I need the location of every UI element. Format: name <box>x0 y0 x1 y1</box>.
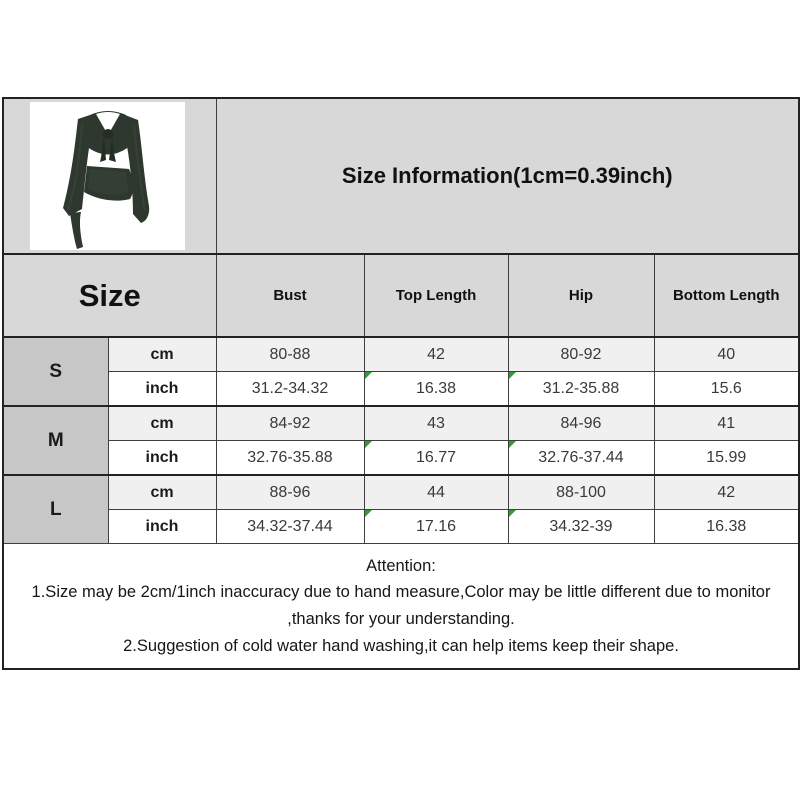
attention-heading: Attention: <box>366 556 436 575</box>
garment-image <box>30 102 185 250</box>
cell-m-inch-bottom-length: 15.99 <box>654 441 799 476</box>
table-row-s-cm <box>3 337 799 372</box>
cell-m-cm-bottom-length: 41 <box>654 406 799 441</box>
unit-label-cm: cm <box>108 406 216 441</box>
table-row-l-cm <box>3 475 799 510</box>
cell-l-inch-hip: 34.32-39 <box>508 510 654 544</box>
product-photo-cell <box>3 98 216 254</box>
unit-label-inch: inch <box>108 510 216 544</box>
attention-line-2: ,thanks for your understanding. <box>287 610 515 628</box>
header-row <box>3 98 799 254</box>
attention-row <box>3 544 799 670</box>
unit-label-cm: cm <box>108 337 216 372</box>
cell-s-cm-bottom-length: 40 <box>654 337 799 372</box>
column-header-bottom-length: Bottom Length <box>654 254 799 337</box>
table-row-s-inch <box>3 372 799 407</box>
cell-m-inch-top-length: 16.77 <box>364 441 508 476</box>
cell-l-cm-hip: 88-100 <box>508 475 654 510</box>
cell-s-cm-bust: 80-88 <box>216 337 364 372</box>
size-label-s: S <box>3 337 108 406</box>
size-label-m: M <box>3 406 108 475</box>
cell-s-inch-bust: 31.2-34.32 <box>216 372 364 407</box>
cell-m-inch-bust: 32.76-35.88 <box>216 441 364 476</box>
cell-l-inch-top-length: 17.16 <box>364 510 508 544</box>
cell-l-inch-bottom-length: 16.38 <box>654 510 799 544</box>
cell-l-cm-bottom-length: 42 <box>654 475 799 510</box>
cell-l-cm-bust: 88-96 <box>216 475 364 510</box>
cell-m-cm-top-length: 43 <box>364 406 508 441</box>
column-header-row <box>3 254 799 337</box>
cell-l-inch-bust: 34.32-37.44 <box>216 510 364 544</box>
unit-label-inch: inch <box>108 372 216 407</box>
cell-s-inch-hip: 31.2-35.88 <box>508 372 654 407</box>
cell-s-cm-hip: 80-92 <box>508 337 654 372</box>
table-row-l-inch <box>3 510 799 544</box>
cell-m-inch-hip: 32.76-37.44 <box>508 441 654 476</box>
table-row-m-cm <box>3 406 799 441</box>
size-table <box>2 97 800 670</box>
column-header-hip: Hip <box>508 254 654 337</box>
table-row-m-inch <box>3 441 799 476</box>
unit-label-inch: inch <box>108 441 216 476</box>
size-label-l: L <box>3 475 108 544</box>
attention-line-3: 2.Suggestion of cold water hand washing,it can help items keep their shape. <box>123 636 679 655</box>
column-header-top-length: Top Length <box>364 254 508 337</box>
size-chart-sheet <box>2 97 798 670</box>
attention-line-1: 1.Size may be 2cm/1inch inaccuracy due to hand measure,Color may be little different due to monitor <box>31 583 771 602</box>
attention-note <box>3 544 799 670</box>
size-corner-label: Size <box>3 254 216 337</box>
cell-s-cm-top-length: 42 <box>364 337 508 372</box>
page-title: Size Information(1cm=0.39inch) <box>216 98 799 254</box>
cell-s-inch-bottom-length: 15.6 <box>654 372 799 407</box>
column-header-bust: Bust <box>216 254 364 337</box>
unit-label-cm: cm <box>108 475 216 510</box>
cell-l-cm-top-length: 44 <box>364 475 508 510</box>
cell-m-cm-hip: 84-96 <box>508 406 654 441</box>
product-photo <box>30 102 185 250</box>
cell-s-inch-top-length: 16.38 <box>364 372 508 407</box>
cell-m-cm-bust: 84-92 <box>216 406 364 441</box>
